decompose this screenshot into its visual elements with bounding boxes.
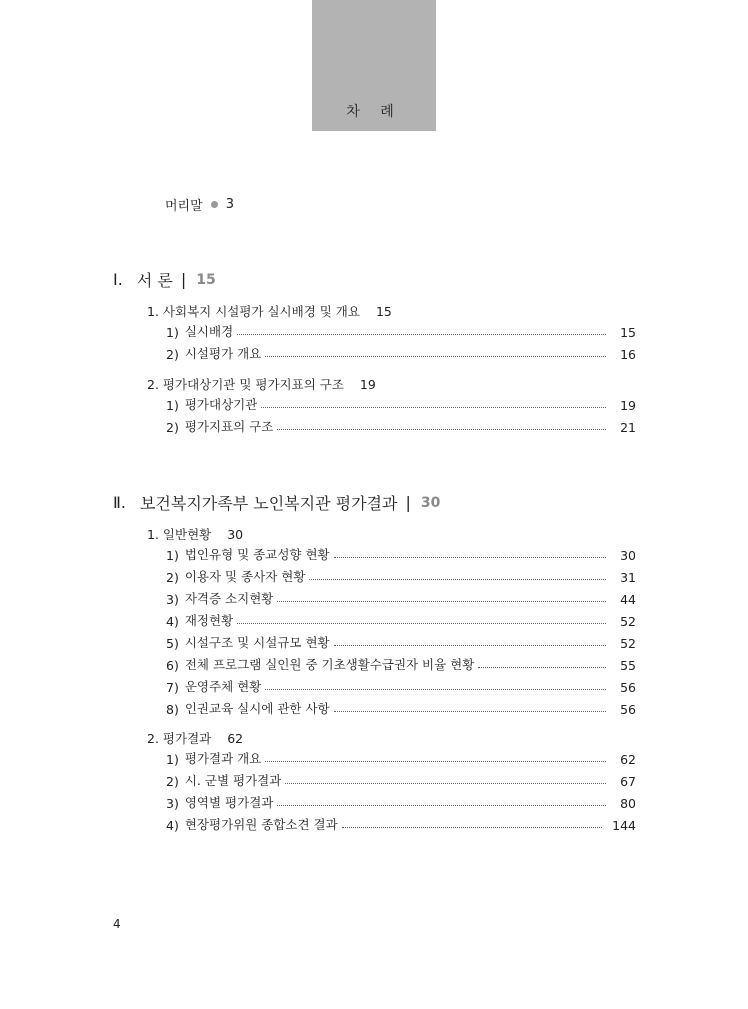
dot-leader <box>277 601 606 602</box>
toc-entry[interactable] <box>166 655 636 673</box>
toc-entry[interactable] <box>166 633 636 651</box>
entry-title: 실시배경 <box>184 324 234 339</box>
entry-title: 법인유형 및 종교성향 현황 <box>184 547 330 562</box>
entry-title: 평가지표의 구조 <box>184 419 274 434</box>
section-number: 2. <box>147 731 159 746</box>
toc-entry[interactable] <box>166 567 636 585</box>
part-page: 30 <box>420 494 441 511</box>
entry-number: 2) <box>166 420 179 435</box>
entry-title: 영역별 평가결과 <box>184 795 274 810</box>
entry-title: 재정현황 <box>184 613 234 628</box>
entry-number: 4) <box>166 614 179 629</box>
entry-page: 19 <box>620 398 636 413</box>
entry-page: 30 <box>620 548 636 563</box>
entry-page: 144 <box>612 818 636 833</box>
dot-leader <box>277 805 606 806</box>
entry-title: 평가대상기관 <box>184 397 258 412</box>
entry-page: 31 <box>620 570 636 585</box>
bullet-dot-icon <box>211 201 218 208</box>
entry-page: 52 <box>620 636 636 651</box>
section-1-2[interactable] <box>147 375 376 393</box>
entry-page: 55 <box>620 658 636 673</box>
dot-leader <box>265 761 606 762</box>
toc-entry[interactable] <box>166 699 636 717</box>
entry-title: 평가결과 개요 <box>184 751 262 766</box>
dot-leader <box>334 711 606 712</box>
page-number: 4 <box>113 917 121 931</box>
dot-leader <box>265 356 606 357</box>
preface-page: 3 <box>225 197 234 212</box>
toc-entry[interactable] <box>166 322 636 340</box>
dot-leader <box>237 334 606 335</box>
entry-page: 52 <box>620 614 636 629</box>
dot-leader <box>478 667 606 668</box>
preface-entry[interactable] <box>165 195 234 214</box>
toc-title-box <box>312 0 436 131</box>
dot-leader <box>342 827 602 828</box>
entry-title: 시설구조 및 시설규모 현황 <box>184 635 330 650</box>
toc-entry[interactable] <box>166 344 636 362</box>
section-page: 62 <box>227 731 244 746</box>
entry-page: 56 <box>620 680 636 695</box>
entry-number: 8) <box>166 702 179 717</box>
separator-bar: | <box>180 270 187 289</box>
toc-entry[interactable] <box>166 749 636 767</box>
entry-title: 인권교육 실시에 관한 사항 <box>184 701 330 716</box>
section-2-1[interactable] <box>147 525 243 543</box>
section-title: 평가결과 <box>162 731 212 746</box>
entry-number: 1) <box>166 325 179 340</box>
entry-page: 16 <box>620 347 636 362</box>
dot-leader <box>261 407 606 408</box>
entry-page: 21 <box>620 420 636 435</box>
entry-number: 3) <box>166 592 179 607</box>
entry-page: 62 <box>620 752 636 767</box>
entry-number: 7) <box>166 680 179 695</box>
entry-number: 2) <box>166 774 179 789</box>
dot-leader <box>277 429 606 430</box>
section-page: 30 <box>227 527 244 542</box>
dot-leader <box>265 689 606 690</box>
section-number: 2. <box>147 377 159 392</box>
entry-number: 2) <box>166 570 179 585</box>
section-number: 1. <box>147 527 159 542</box>
entry-number: 5) <box>166 636 179 651</box>
entry-number: 4) <box>166 818 179 833</box>
section-page: 15 <box>375 304 392 319</box>
entry-number: 1) <box>166 752 179 767</box>
entry-title: 이용자 및 종사자 현황 <box>184 569 306 584</box>
entry-page: 44 <box>620 592 636 607</box>
entry-title: 시. 군별 평가결과 <box>184 773 282 788</box>
section-page: 19 <box>359 377 376 392</box>
toc-entry[interactable] <box>166 545 636 563</box>
part-1-heading[interactable] <box>113 268 216 291</box>
toc-entry[interactable] <box>166 395 636 413</box>
toc-entry[interactable] <box>166 677 636 695</box>
part-number: Ⅱ. <box>113 493 126 512</box>
dot-leader <box>309 579 606 580</box>
entry-number: 6) <box>166 658 179 673</box>
toc-title: 차 례 <box>346 104 402 120</box>
part-2-heading[interactable] <box>113 491 440 514</box>
toc-entry[interactable] <box>166 815 636 833</box>
toc-entry[interactable] <box>166 589 636 607</box>
entry-title: 전체 프로그램 실인원 중 기초생활수급권자 비율 현황 <box>184 657 475 672</box>
section-title: 사회복지 시설평가 실시배경 및 개요 <box>162 304 360 319</box>
entry-title: 운영주체 현황 <box>184 679 262 694</box>
part-title: 보건복지가족부 노인복지관 평가결과 <box>139 494 398 513</box>
separator-bar: | <box>405 493 411 512</box>
toc-entry[interactable] <box>166 793 636 811</box>
section-title: 일반현황 <box>162 527 212 542</box>
part-title: 서 론 <box>136 271 173 290</box>
section-2-2[interactable] <box>147 729 243 747</box>
dot-leader <box>285 783 606 784</box>
dot-leader <box>334 557 606 558</box>
section-1-1[interactable] <box>147 302 392 320</box>
entry-title: 자격증 소지현황 <box>184 591 274 606</box>
section-number: 1. <box>147 304 159 319</box>
entry-page: 80 <box>620 796 636 811</box>
toc-entry[interactable] <box>166 611 636 629</box>
entry-title: 시설평가 개요 <box>184 346 262 361</box>
entry-page: 56 <box>620 702 636 717</box>
section-title: 평가대상기관 및 평가지표의 구조 <box>162 377 344 392</box>
preface-label: 머리말 <box>165 199 203 214</box>
part-number: Ⅰ. <box>113 270 123 289</box>
entry-page: 67 <box>620 774 636 789</box>
entry-number: 3) <box>166 796 179 811</box>
dot-leader <box>334 645 606 646</box>
entry-page: 15 <box>620 325 636 340</box>
toc-entry[interactable] <box>166 417 636 435</box>
entry-number: 1) <box>166 398 179 413</box>
entry-number: 1) <box>166 548 179 563</box>
dot-leader <box>237 623 606 624</box>
part-page: 15 <box>196 271 216 288</box>
entry-title: 현장평가위원 종합소견 결과 <box>184 817 338 832</box>
entry-number: 2) <box>166 347 179 362</box>
toc-entry[interactable] <box>166 771 636 789</box>
